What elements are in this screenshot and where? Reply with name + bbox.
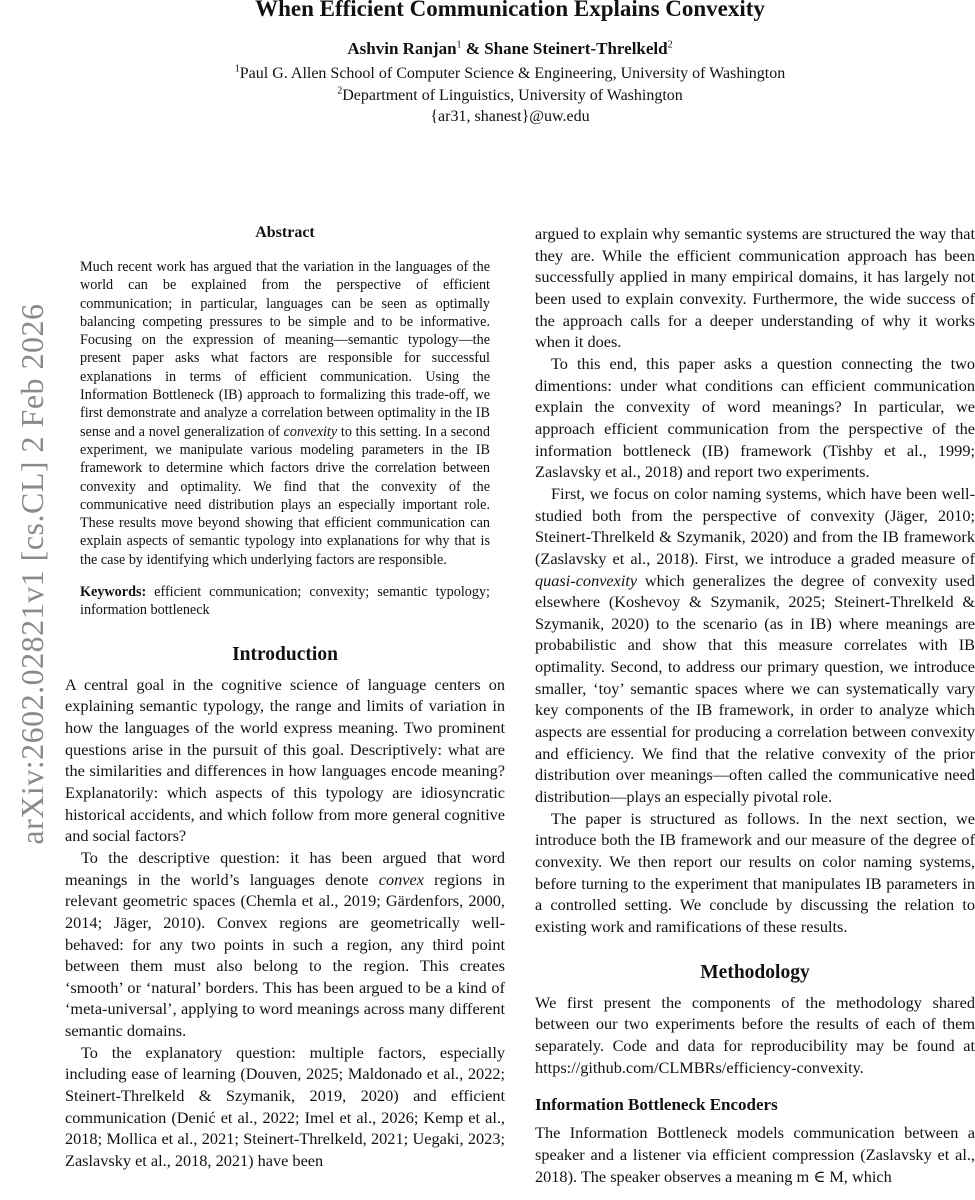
- emphasis: convex: [378, 869, 424, 889]
- authors: [0, 38, 975, 60]
- abstract-heading: Abstract: [255, 224, 315, 241]
- intro-paragraph-4: argued to explain why semantic systems are structured the way that they are. While the efficient communication approach has been successfully applied in many empirical domains, it has largely not been used to explain convexity. Furthermore, the wide success of the approach calls for a deeper understanding of why it works when it does.: [535, 224, 975, 352]
- text: First, we focus on color naming systems, which have been well-studied both from the perspective of convexity (Jäger, 2010; Steinert-Threlkeld & Szymanik, 2020) and from the IB framework (Zaslavsky et al., 2018). First, we introduce a graded measure of: [535, 483, 975, 568]
- aff-sup: 2: [337, 85, 343, 97]
- abstract-emphasis: convexity: [283, 423, 338, 440]
- introduction-heading: Introduction: [232, 643, 338, 665]
- email: {ar31, shanest}@uw.edu: [430, 108, 590, 125]
- intro-paragraph-1: A central goal in the cognitive science of language centers on explaining semantic typology, the range and limits of variation in how the languages of the world express meaning. Two prominent questions arise in the pursuit of this goal. Descriptively: what are the similarities and differences in how languages encode meaning? Explanatorily: which aspects of this typology are idiosyncratic historical accidents, and which follow from more general cognitive and social factors?: [65, 674, 505, 846]
- abstract-part: Much recent work has argued that the variation in the languages of the world can be explained from the perspective of efficient communication; in particular, languages can be seen as optimally balancing competing pressures to be simple and to be informative. Focusing on the expression of meaning—semantic typology—the present paper asks what factors are responsible for successful explanations in terms of efficient communication. Using the Information Bottleneck (IB) approach to formalizing this trade-off, we first demonstrate and analyze a correlation between optimality in the IB sense and a novel generalization of: [80, 259, 490, 440]
- arxiv-stamp: arXiv:2602.02821v1 [cs.CL] 2 Feb 2026: [14, 303, 50, 845]
- author-1-sup: 1: [456, 39, 462, 51]
- intro-paragraph-3: To the explanatory question: multiple factors, especially including ease of learning (Douven, 2025; Maldonado et al., 2022; Steinert-Threlkeld & Szymanik, 2019, 2020) and efficient communication (Denić et al., 2022; Imel et al., 2026; Kemp et al., 2018; Mollica et al., 2021; Steinert-Threlkeld, 2021; Uegaki, 2023; Zaslavsky et al., 2018, 2021) have been: [65, 1042, 505, 1171]
- methodology-paragraph-2: The Information Bottleneck models communication between a speaker and a listener via efficient compression (Zaslavsky et al., 2018). The speaker observes a meaning m ∈ M, which: [535, 1123, 975, 1186]
- right-column: [535, 223, 975, 1187]
- aff-text: Paul G. Allen School of Computer Science & Engineering, University of Washington: [239, 65, 786, 82]
- intro-paragraph-2: [65, 847, 505, 1042]
- intro-paragraph-7: The paper is structured as follows. In the next section, we introduce both the IB framework and our measure of the degree of convexity. We then report our results on color naming systems, before turning to the experiment that manipulates IB parameters in a controlled setting. We conclude by discussing the relation to existing work and ramifications of these results.: [535, 808, 975, 936]
- affiliation-2: [0, 86, 975, 106]
- text: regions in relevant geometric spaces (Chemla et al., 2019; Gärdenfors, 2000, 2014; Jäger, 2010). Convex regions are geometrically well-behaved: for any two points in such a region, any third point between them must also belong to the region. This creates ‘smooth’ or ‘natural’ borders. This has been argued to be a kind of ‘meta-universal’, applying to word meanings across many different semantic domains.: [65, 869, 506, 1041]
- aff-sup: 1: [234, 63, 240, 75]
- emphasis: quasi-convexity: [535, 570, 638, 590]
- ib-encoders-heading: Information Bottleneck Encoders: [535, 1095, 778, 1115]
- methodology-paragraph-1: We first present the components of the methodology shared between our two experiments before the results of each of them separately. Code and data for reproducibility may be found at https://github.com/CLMBRs/efficiency-convexity.: [535, 992, 975, 1077]
- keywords: [80, 583, 490, 620]
- left-column: [65, 222, 505, 1172]
- aff-text: Department of Linguistics, University of Washington: [342, 87, 683, 104]
- text: To the descriptive question: it has been argued that word meanings in the world’s languages denote: [65, 847, 505, 889]
- author-separator: &: [461, 39, 485, 58]
- intro-paragraph-6: [535, 483, 975, 808]
- author-2: Shane Steinert-Threlkeld: [484, 39, 668, 58]
- author-1: Ashvin Ranjan: [347, 39, 457, 58]
- keywords-label: Keywords:: [80, 584, 147, 601]
- text: which generalizes the degree of convexity used elsewhere (Koshevoy & Szymanik, 2025; Steinert-Threlkeld & Szymanik, 2020) to the scenario (as in IB) where meanings are probabilistic and show that this measure correlates with IB optimality. Second, to address our primary question, we introduce smaller, ‘toy’ semantic spaces where we can systematically vary key components of the IB framework, in order to analyze which aspects are essential for producing a correlation between convexity and efficiency. We find that the relative convexity of the prior distribution over meanings—often called the communicative need distribution—plays an especially pivotal role.: [535, 570, 975, 807]
- author-2-sup: 2: [667, 39, 673, 51]
- paper-title: When Efficient Communication Explains Convexity: [255, 0, 765, 21]
- intro-paragraph-5: To this end, this paper asks a question connecting the two dimentions: under what conditions can efficient communication explain the convexity of word meanings? In particular, we approach efficient communication from the perspective of the information bottleneck (IB) framework (Tishby et al., 1999; Zaslavsky et al., 2018) and report two experiments.: [535, 353, 975, 482]
- abstract-text: [80, 258, 490, 569]
- keywords-text: efficient communication; convexity; semantic typology; information bottleneck: [80, 584, 490, 619]
- methodology-heading: Methodology: [700, 961, 810, 983]
- affiliation-1: [0, 64, 975, 84]
- abstract-part: to this setting. In a second experiment, we manipulate various modeling parameters in the IB framework to determine which factors drive the correlation between convexity and optimality. We find that the convexity of the communicative need distribution plays an especially important role. These results move beyond showing that efficient communication can explain aspects of semantic typology into explanations for why that is the case by identifying which underlying factors are responsible.: [80, 423, 490, 568]
